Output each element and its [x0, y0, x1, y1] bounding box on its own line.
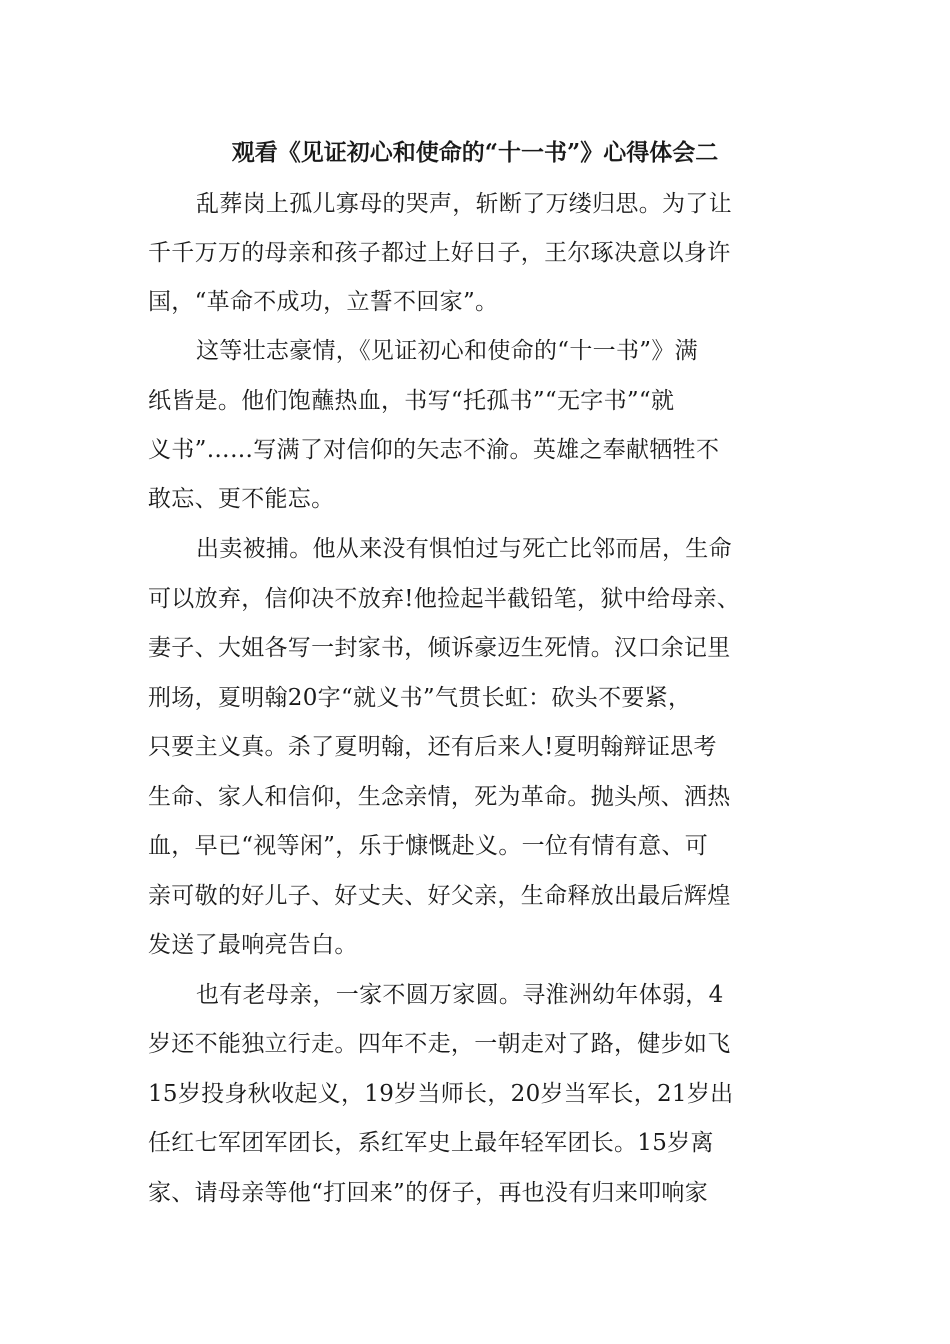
text-line: 发送了最响亮告白。	[148, 932, 358, 958]
text-line: 义书”……写满了对信仰的矢志不渝。英雄之奉献牺牲不	[148, 437, 720, 463]
text-line: 乱葬岗上孤儿寡母的哭声，斩断了万缕归思。为了让	[196, 191, 732, 217]
text-line: 妻子、大姐各写一封家书，倾诉豪迈生死情。汉口余记里	[148, 635, 731, 661]
text-line: 千千万万的母亲和孩子都过上好日子，王尔琢决意以身许	[148, 240, 731, 266]
text-line: 这等壮志豪情，《见证初心和使命的“十一书”》满	[196, 338, 698, 364]
text-line: 血，早已“视等闲”，乐于慷慨赴义。一位有情有意、可	[148, 833, 709, 859]
document-title: 观看《见证初心和使命的“十一书”》心得体会二	[231, 139, 719, 166]
text-line: 可以放弃，信仰决不放弃!他捡起半截铅笔，狱中给母亲、	[148, 586, 741, 612]
text-line: 家、请母亲等他“打回来”的伢子，再也没有归来叩响家	[148, 1180, 709, 1206]
text-line: 15岁投身秋收起义，19岁当师长，20岁当军长，21岁出	[148, 1081, 734, 1107]
text-line: 岁还不能独立行走。四年不走，一朝走对了路，健步如飞	[148, 1031, 731, 1057]
text-line: 任红七军团军团长，系红军史上最年轻军团长。15岁离	[148, 1130, 714, 1156]
text-line: 出卖被捕。他从来没有惧怕过与死亡比邻而居，生命	[196, 536, 732, 562]
text-line: 纸皆是。他们饱蘸热血，书写“托孤书”“无字书”“就	[148, 388, 675, 414]
text-line: 敢忘、更不能忘。	[148, 486, 335, 512]
text-line: 生命、家人和信仰，生念亲情，死为革命。抛头颅、洒热	[148, 784, 731, 810]
text-line: 刑场，夏明翰20字“就义书”气贯长虹：砍头不要紧，	[148, 685, 692, 711]
text-line: 也有老母亲，一家不圆万家圆。寻淮洲幼年体弱，4	[196, 982, 724, 1008]
text-line: 只要主义真。杀了夏明翰，还有后来人!夏明翰辩证思考	[148, 734, 717, 760]
text-line: 国，“革命不成功，立誓不回家”。	[148, 289, 499, 315]
text-line: 亲可敬的好儿子、好丈夫、好父亲，生命释放出最后辉煌	[148, 883, 731, 909]
